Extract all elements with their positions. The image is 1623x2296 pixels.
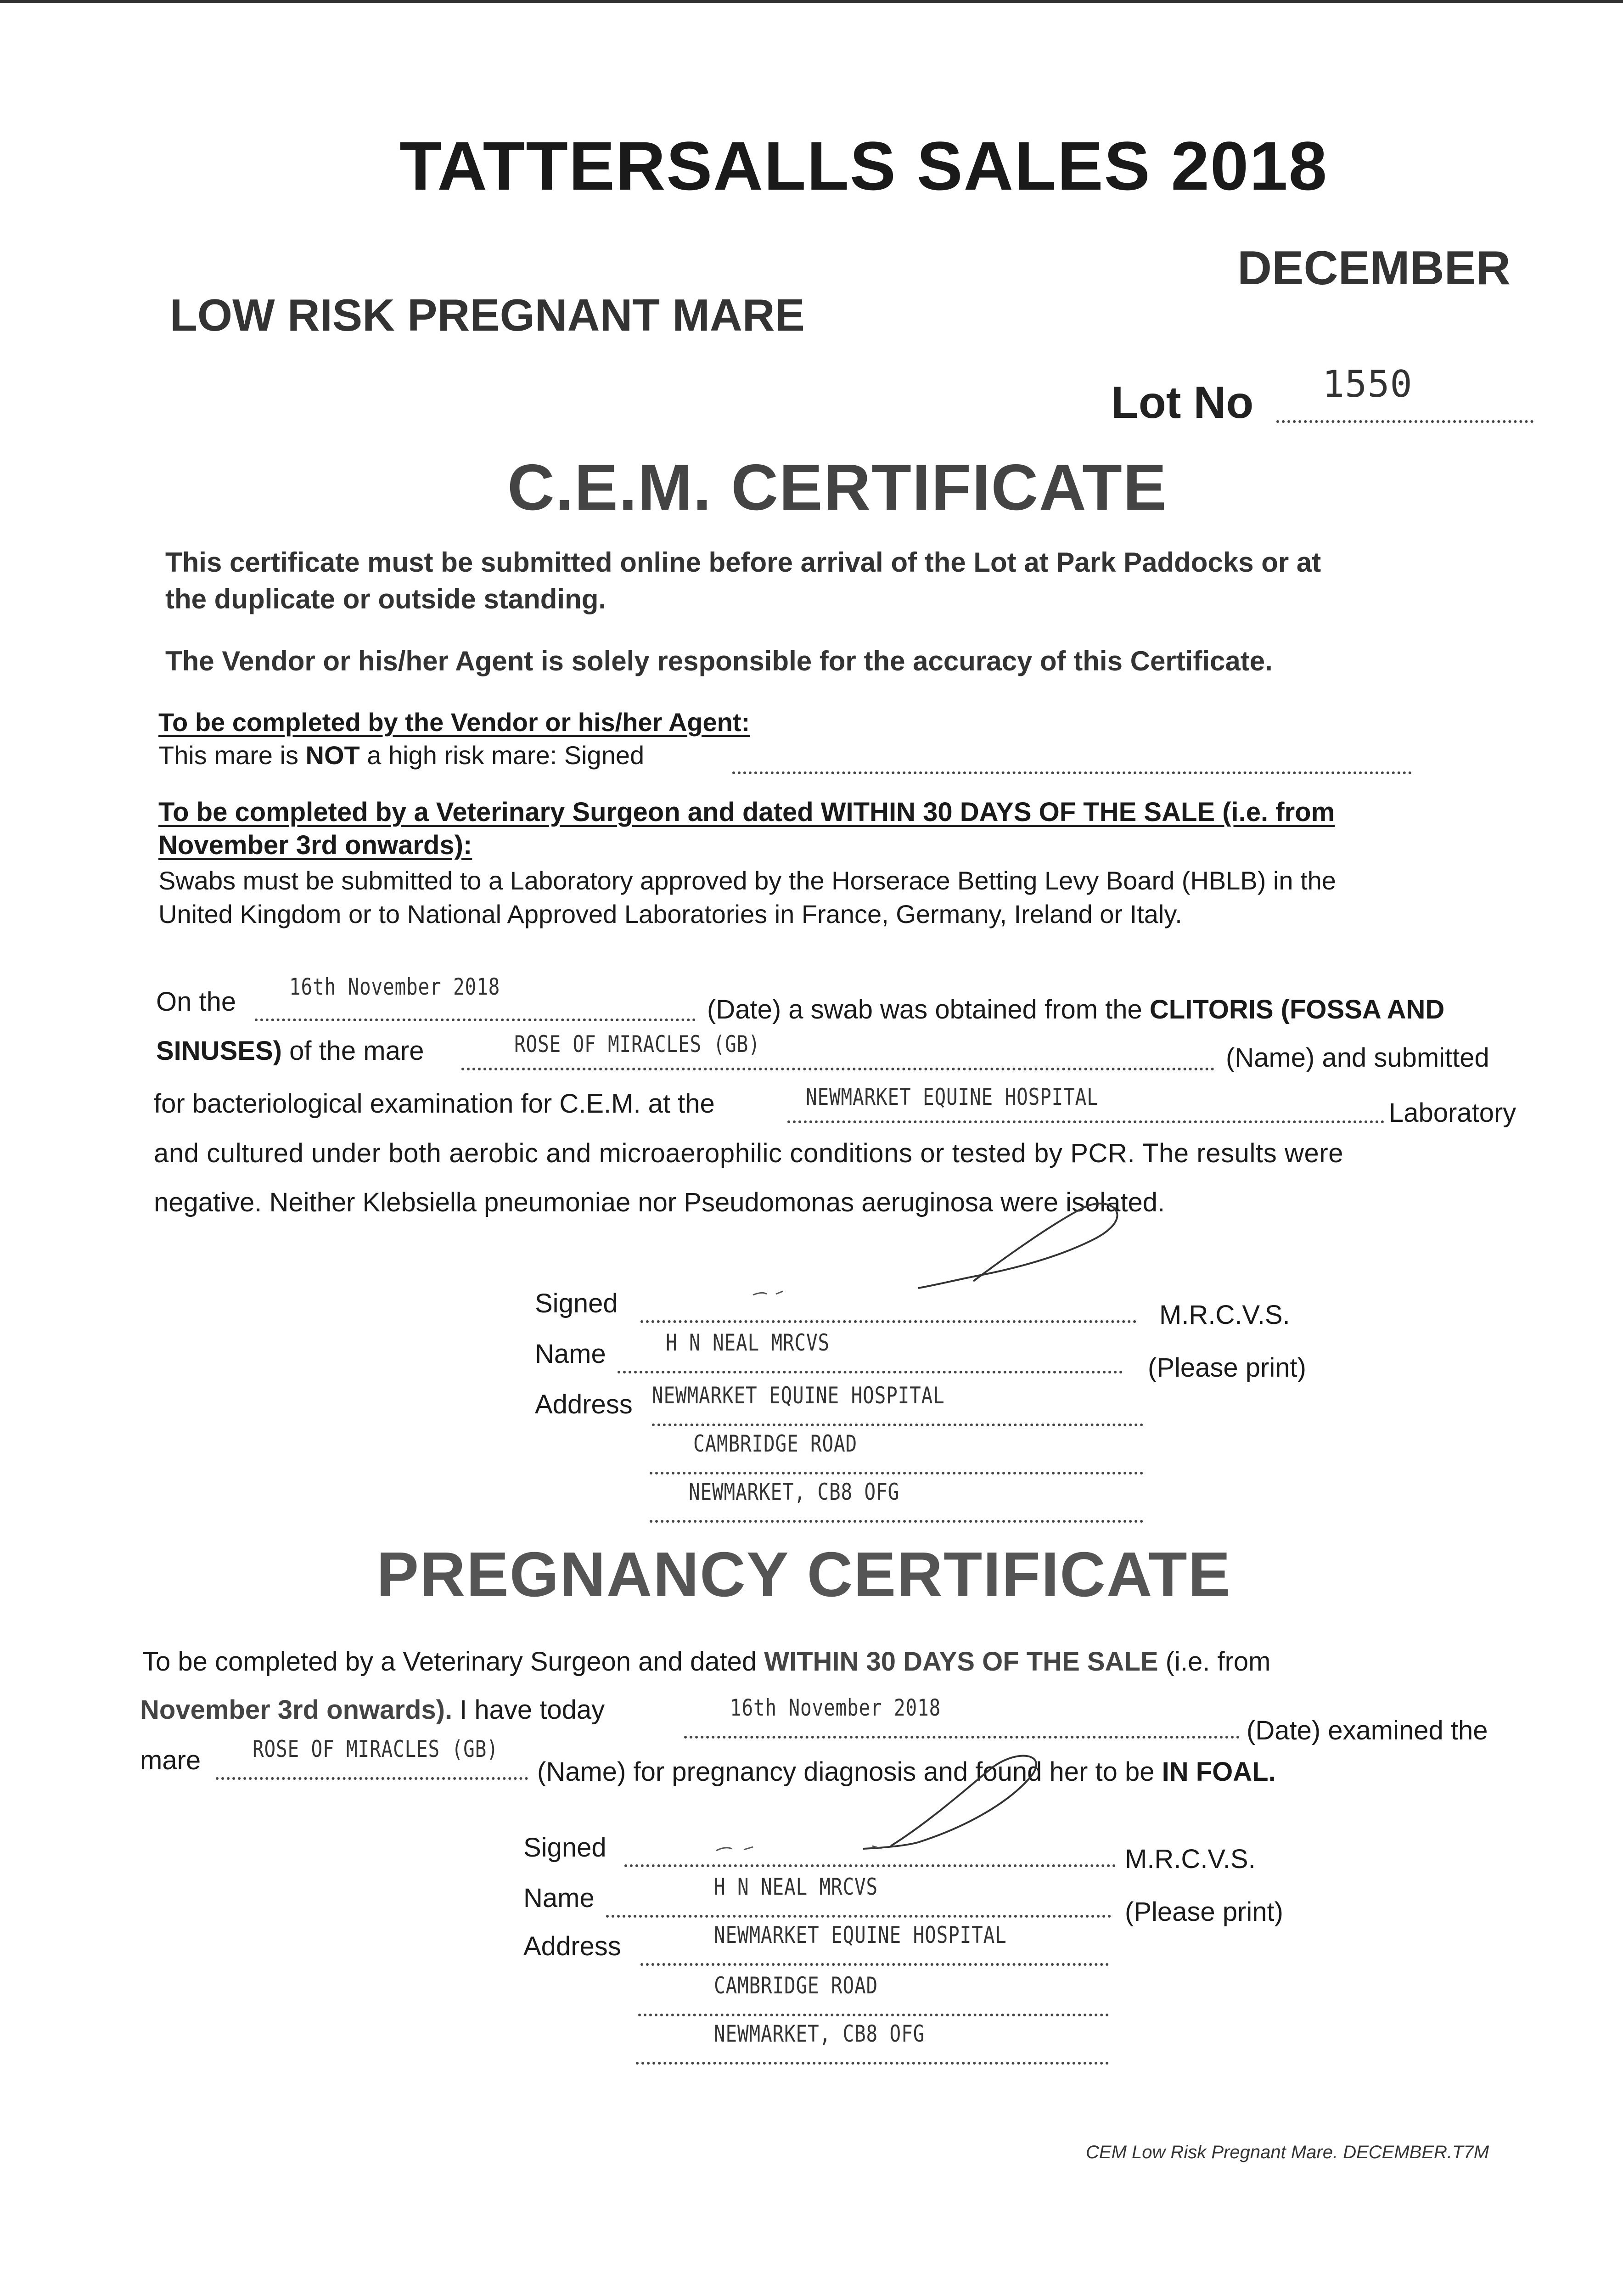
cem-address-value-2[interactable]: CAMBRIDGE ROAD xyxy=(693,1430,858,1457)
cem-please-print: (Please print) xyxy=(1148,1353,1306,1383)
lot-number-label: Lot No xyxy=(1111,377,1254,428)
cem-address-line1 xyxy=(652,1424,1143,1426)
pregnancy-address-line1 xyxy=(640,1963,1109,1966)
pregnancy-address-line2 xyxy=(638,2014,1109,2016)
vendor-declaration-pre: This mare is xyxy=(158,741,306,770)
lot-number-line xyxy=(1276,420,1533,423)
lot-number-value[interactable]: 1550 xyxy=(1322,363,1413,405)
pregnancy-mare-label: mare xyxy=(140,1745,201,1775)
pregnancy-vet-name-value[interactable]: H N NEAL MRCVS xyxy=(714,1874,878,1900)
pregnancy-diagnosis-pre: (Name) for pregnancy diagnosis and found her to be xyxy=(537,1757,1162,1787)
in-foal-label: IN FOAL. xyxy=(1162,1757,1276,1787)
bacteriological-text: for bacteriological examination for C.E.M. at the xyxy=(154,1089,715,1119)
pregnancy-date-examined: (Date) examined the xyxy=(1247,1716,1488,1745)
vendor-signature-line[interactable] xyxy=(732,771,1412,774)
swab-requirement-line1: Swabs must be submitted to a Laboratory approved by the Horserace Betting Levy Board (HBLB) in the xyxy=(158,866,1336,895)
cem-mrcvs-label: M.R.C.V.S. xyxy=(1159,1300,1290,1330)
top-edge-line xyxy=(0,0,1623,3)
pregnancy-signed-line[interactable] xyxy=(624,1864,1116,1867)
pregnancy-mare-name-line xyxy=(216,1777,528,1780)
pregnancy-intro-post: (i.e. from xyxy=(1158,1647,1271,1677)
pregnancy-intro-pre: To be completed by a Veterinary Surgeon and dated xyxy=(142,1647,764,1677)
cem-signed-label: Signed xyxy=(535,1289,618,1318)
pregnancy-address-value-3[interactable]: NEWMARKET, CB8 OFG xyxy=(714,2020,925,2047)
responsibility-statement: The Vendor or his/her Agent is solely responsible for the accuracy of this Certificate. xyxy=(165,646,1273,676)
pregnancy-address-value-1[interactable]: NEWMARKET EQUINE HOSPITAL xyxy=(714,1922,1007,1948)
pregnancy-vet-signature xyxy=(689,1736,1102,1874)
pregnancy-november-3rd: November 3rd onwards). xyxy=(140,1695,453,1725)
mare-name-row xyxy=(156,1035,424,1066)
laboratory-name-value[interactable]: NEWMARKET EQUINE HOSPITAL xyxy=(806,1084,1099,1110)
vet-section-heading-line2: November 3rd onwards): xyxy=(158,830,472,860)
mare-name-line xyxy=(461,1068,1214,1070)
pregnancy-intro-line1 xyxy=(142,1646,1270,1677)
pregnancy-date-value[interactable]: 16th November 2018 xyxy=(730,1694,941,1721)
vet-section-heading-line1: To be completed by a Veterinary Surgeon and dated WITHIN 30 DAYS OF THE SALE (i.e. from xyxy=(158,797,1335,827)
cem-certificate-title: C.E.M. CERTIFICATE xyxy=(507,451,1168,524)
document-title: TATTERSALLS SALES 2018 xyxy=(399,127,1328,204)
pregnancy-please-print: (Please print) xyxy=(1125,1897,1283,1927)
cem-vet-signature xyxy=(735,1189,1148,1309)
cem-address-value-1[interactable]: NEWMARKET EQUINE HOSPITAL xyxy=(652,1382,945,1409)
vendor-declaration xyxy=(158,740,644,770)
pregnancy-address-value-2[interactable]: CAMBRIDGE ROAD xyxy=(714,1972,878,1999)
cem-vet-name-value[interactable]: H N NEAL MRCVS xyxy=(666,1329,830,1356)
pregnancy-address-line3 xyxy=(636,2062,1109,2065)
cultured-conditions-text: and cultured under both aerobic and microaerophilic conditions or tested by PCR. The results were xyxy=(154,1138,1344,1168)
vendor-section-heading: To be completed by the Vendor or his/her Agent: xyxy=(158,708,750,737)
cem-name-line xyxy=(618,1371,1123,1373)
vendor-declaration-post: a high risk mare: Signed xyxy=(359,741,645,770)
cem-mare-name-value[interactable]: ROSE OF MIRACLES (GB) xyxy=(514,1031,760,1058)
pregnancy-name-label: Name xyxy=(523,1883,595,1913)
pregnancy-address-label: Address xyxy=(523,1931,621,1961)
swab-date-line xyxy=(255,1019,696,1021)
cem-address-line3 xyxy=(650,1520,1143,1523)
sale-month: DECEMBER xyxy=(1237,242,1511,295)
swab-date-text xyxy=(707,994,1444,1025)
cem-name-label: Name xyxy=(535,1339,606,1369)
sinuses-label: SINUSES) xyxy=(156,1036,282,1066)
on-the-label: On the xyxy=(156,987,236,1017)
pregnancy-mrcvs-label: M.R.C.V.S. xyxy=(1125,1844,1256,1874)
of-the-mare-label: of the mare xyxy=(289,1036,424,1066)
cem-address-label: Address xyxy=(535,1390,633,1419)
laboratory-line xyxy=(787,1120,1384,1123)
pregnancy-intro-line2 xyxy=(140,1694,605,1725)
cem-intro-line1: This certificate must be submitted online before arrival of the Lot at Park Paddocks or at xyxy=(165,547,1321,578)
pregnancy-signed-label: Signed xyxy=(523,1833,607,1863)
vendor-declaration-not: NOT xyxy=(305,741,360,770)
swab-requirement-line2: United Kingdom or to National Approved Laboratories in France, Germany, Ireland or Italy. xyxy=(158,900,1182,929)
cem-address-line2 xyxy=(650,1472,1143,1474)
pregnancy-within-30-days: WITHIN 30 DAYS OF THE SALE xyxy=(764,1647,1158,1677)
name-and-submitted: (Name) and submitted xyxy=(1226,1043,1489,1073)
pregnancy-have-today: I have today xyxy=(452,1695,605,1725)
laboratory-label: Laboratory xyxy=(1389,1098,1516,1128)
cem-intro-line2: the duplicate or outside standing. xyxy=(165,584,607,614)
cem-address-value-3[interactable]: NEWMARKET, CB8 OFG xyxy=(689,1479,900,1505)
pregnancy-name-line xyxy=(606,1915,1111,1918)
pregnancy-mare-name-value[interactable]: ROSE OF MIRACLES (GB) xyxy=(253,1736,499,1762)
form-reference-footer: CEM Low Risk Pregnant Mare. DECEMBER.T7M xyxy=(1086,2142,1489,2162)
pregnancy-certificate-title: PREGNANCY CERTIFICATE xyxy=(376,1539,1231,1610)
cem-signed-line[interactable] xyxy=(640,1320,1136,1323)
mare-category: LOW RISK PREGNANT MARE xyxy=(170,290,805,340)
swab-date-value[interactable]: 16th November 2018 xyxy=(289,974,500,1000)
swab-date-suffix: (Date) a swab was obtained from the xyxy=(707,995,1142,1024)
negative-results-text: negative. Neither Klebsiella pneumoniae nor Pseudomonas aeruginosa were isolated. xyxy=(154,1187,1165,1217)
clitoris-label: CLITORIS (FOSSA AND xyxy=(1149,995,1445,1024)
